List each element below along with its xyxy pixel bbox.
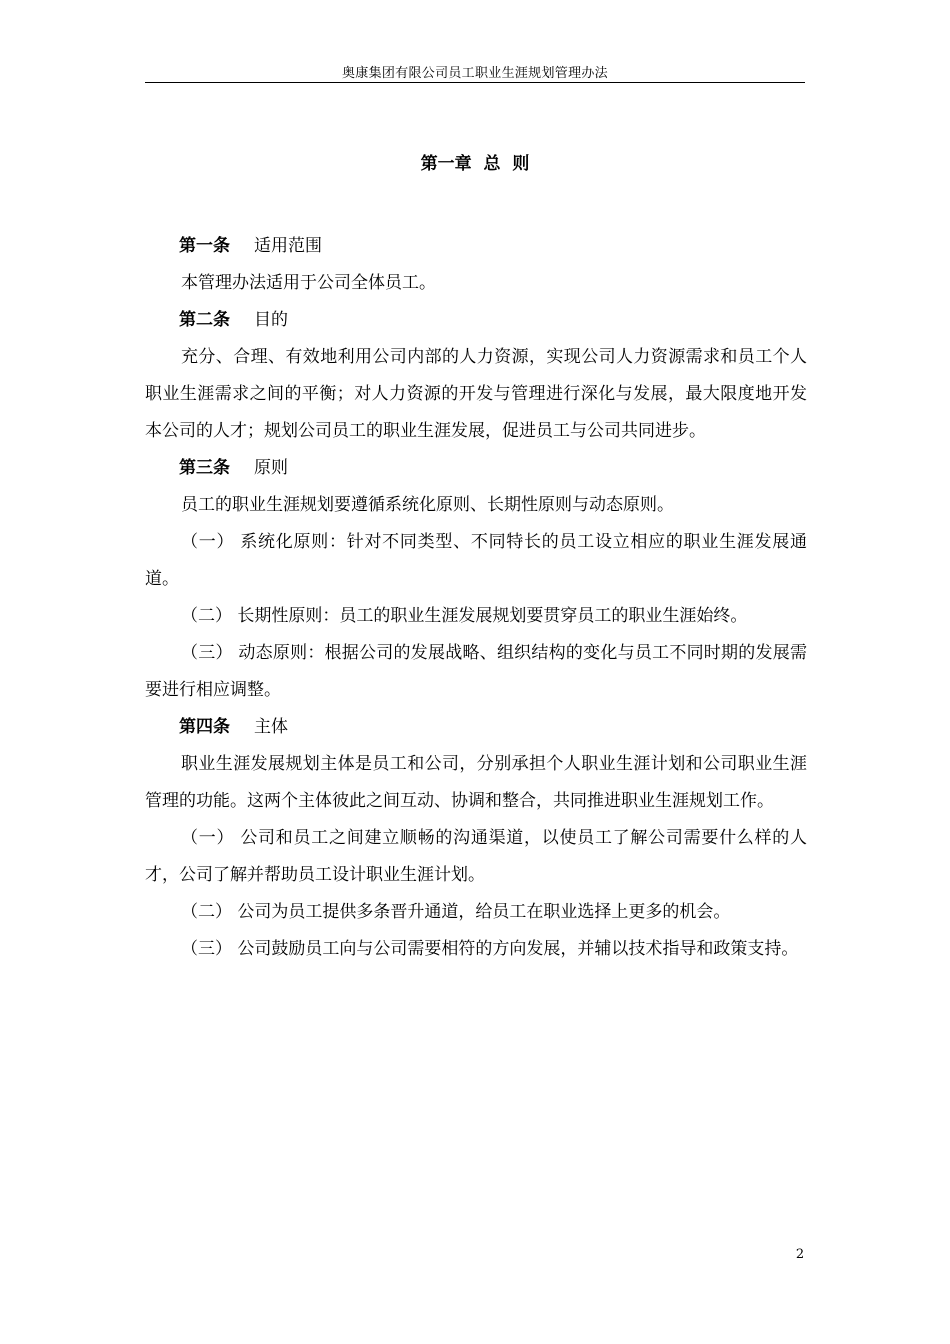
- page-number: 2: [795, 1247, 805, 1262]
- article-3-paragraph-1: 员工的职业生涯规划要遵循系统化原则、长期性原则与动态原则。: [181, 495, 674, 515]
- article-title: 原则: [254, 458, 288, 478]
- article-heading-2: [145, 302, 807, 339]
- article-1-paragraph-1: 本管理办法适用于公司全体员工。: [181, 273, 436, 293]
- article-title: 适用范围: [254, 236, 322, 256]
- article-4-item-3: （三） 公司鼓励员工向与公司需要相符的方向发展，并辅以技术指导和政策支持。: [181, 939, 799, 959]
- article-4-item-1: （一） 公司和员工之间建立顺畅的沟通渠道，以使员工了解公司需要什么样的人才，公司了解并帮助员工设计职业生涯计划。: [145, 828, 807, 885]
- article-heading-3: [145, 450, 807, 487]
- article-number: 第二条: [179, 310, 230, 330]
- article-heading-1: [145, 228, 807, 265]
- article-heading-4: [145, 709, 807, 746]
- article-number: 第三条: [179, 458, 230, 478]
- article-3-item-3: （三） 动态原则：根据公司的发展战略、组织结构的变化与员工不同时期的发展需要进行相应调整。: [145, 643, 807, 700]
- chapter-title: 第一章 总 则: [420, 154, 530, 174]
- article-4-item-2: （二） 公司为员工提供多条晋升通道，给员工在职业选择上更多的机会。: [181, 902, 731, 922]
- article-4-paragraph-1: 职业生涯发展规划主体是员工和公司，分别承担个人职业生涯计划和公司职业生涯管理的功能。这两个主体彼此之间互动、协调和整合，共同推进职业生涯规划工作。: [145, 754, 807, 811]
- header-divider: [145, 82, 805, 83]
- article-title: 主体: [254, 717, 288, 737]
- article-number: 第一条: [179, 236, 230, 256]
- article-title: 目的: [254, 310, 288, 330]
- document-body: [145, 228, 807, 968]
- article-2-paragraph-1: 充分、合理、有效地利用公司内部的人力资源，实现公司人力资源需求和员工个人职业生涯需求之间的平衡；对人力资源的开发与管理进行深化与发展，最大限度地开发本公司的人才；规划公司员工的职业生涯发展，促进员工与公司共同进步。: [145, 347, 807, 441]
- article-number: 第四条: [179, 717, 230, 737]
- article-3-item-2: （二） 长期性原则：员工的职业生涯发展规划要贯穿员工的职业生涯始终。: [181, 606, 748, 626]
- article-3-item-1: （一） 系统化原则：针对不同类型、不同特长的员工设立相应的职业生涯发展通道。: [145, 532, 807, 589]
- running-header: 奥康集团有限公司员工职业生涯规划管理办法: [341, 66, 608, 81]
